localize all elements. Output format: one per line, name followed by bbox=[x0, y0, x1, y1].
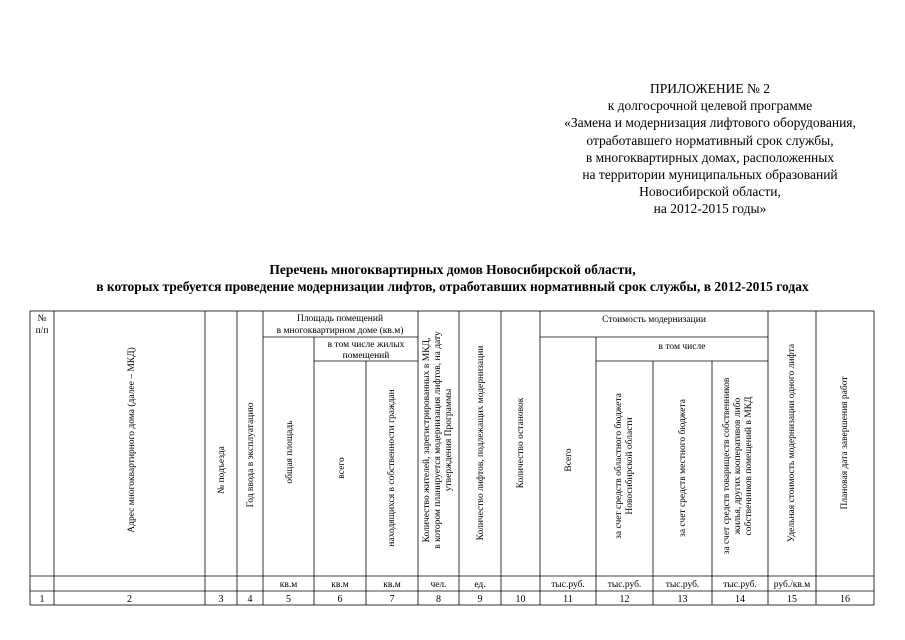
column-number: 11 bbox=[563, 594, 573, 605]
local-budget-header: за счет средств местного бюджета bbox=[678, 399, 688, 537]
unit-cell: ед. bbox=[474, 580, 486, 590]
residents-header: в котором планируется модернизация лифтов, на дату bbox=[433, 331, 443, 549]
area-group-label: в многоквартирном доме (кв.м) bbox=[276, 326, 404, 336]
column-number: 8 bbox=[436, 594, 441, 605]
column-number: 1 bbox=[39, 594, 45, 605]
unit-cell: чел. bbox=[430, 580, 447, 590]
residents-header: Количество жителей, зарегистрированных в МКД, bbox=[422, 337, 432, 543]
living-private-header: находящихся в собственности граждан bbox=[387, 389, 397, 547]
appendix-line: отработавшего нормативный срок службы, bbox=[586, 132, 834, 148]
planned-date-header: Плановая дата завершения работ bbox=[840, 376, 850, 510]
column-number: 16 bbox=[840, 594, 850, 605]
unit-cell: тыс.руб. bbox=[551, 580, 585, 590]
col-no-label: № bbox=[37, 314, 47, 324]
lifts-header: Количество лифтов, подлежащих модернизации bbox=[476, 345, 486, 541]
unit-cell: кв.м bbox=[331, 580, 349, 590]
column-number: 14 bbox=[735, 594, 745, 605]
appendix-line: к долгосрочной целевой программе bbox=[607, 98, 813, 114]
column-numbers-row bbox=[40, 594, 851, 605]
regional-budget-header: за счет средств областного бюджета bbox=[614, 393, 624, 539]
unit-cell: тыс.руб. bbox=[723, 580, 757, 590]
unit-cell: кв.м bbox=[383, 580, 401, 590]
column-number: 15 bbox=[787, 594, 797, 605]
column-number: 9 bbox=[477, 594, 483, 605]
total-area-header: общая площадь bbox=[285, 420, 295, 484]
appendix-line: «Замена и модернизация лифтового оборудования, bbox=[564, 115, 856, 131]
column-number: 12 bbox=[619, 594, 630, 605]
living-all-header: всего bbox=[337, 457, 347, 479]
address-header: Адрес многоквартирного дома (далее – МКД) bbox=[127, 347, 137, 533]
appendix-line: на 2012-2015 годы» bbox=[653, 201, 767, 217]
entrance-header: № подъезда bbox=[217, 446, 227, 494]
column-number: 4 bbox=[247, 594, 253, 605]
unit-cell: кв.м bbox=[279, 580, 298, 590]
unit-cost-header: Удельная стоимость модернизации одного лифта bbox=[787, 343, 797, 543]
cost-group-label: Стоимость модернизации bbox=[602, 315, 706, 325]
appendix-line: Новосибирской области, bbox=[639, 184, 781, 200]
owners-funds-header: за счет средств товариществ собственников bbox=[722, 377, 732, 555]
living-group-label: в том числе жилых bbox=[327, 340, 405, 350]
residents-header: утверждения Программы bbox=[444, 388, 454, 492]
unit-cell: руб./кв.м bbox=[773, 580, 811, 590]
area-group-label: Площадь помещений bbox=[296, 314, 384, 324]
unit-cell: тыс.руб. bbox=[665, 580, 700, 590]
living-group-label: помещений bbox=[342, 351, 390, 361]
title-line-1: Перечень многоквартирных домов Новосибирской области, bbox=[269, 262, 636, 277]
column-number: 3 bbox=[218, 594, 224, 605]
stops-header: Количество остановок bbox=[516, 397, 526, 489]
column-number: 7 bbox=[389, 594, 395, 605]
unit-cell: тыс.руб. bbox=[607, 580, 642, 590]
cost-including-label: в том числе bbox=[658, 342, 706, 352]
units-row bbox=[280, 579, 811, 590]
regional-budget-header: Новосибирской области bbox=[625, 417, 635, 515]
appendix-line: на территории муниципальных образований bbox=[582, 167, 838, 183]
appendix-line: в многоквартирных домах, расположенных bbox=[585, 149, 835, 165]
appendix-line: ПРИЛОЖЕНИЕ № 2 bbox=[649, 81, 771, 96]
year-header: Год ввода в эксплуатацию bbox=[246, 402, 256, 508]
column-number: 13 bbox=[677, 594, 688, 605]
column-number: 6 bbox=[337, 594, 343, 605]
owners-funds-header: жилья, других кооперативов либо bbox=[733, 397, 743, 535]
column-number: 2 bbox=[127, 594, 132, 605]
title-line-2: в которых требуется проведение модернизации лифтов, отработавших нормативный срок службы, в 2012-2015 годах bbox=[96, 279, 809, 294]
column-number: 10 bbox=[515, 594, 526, 605]
col-no-label: п/п bbox=[35, 326, 49, 336]
column-number: 5 bbox=[286, 594, 291, 605]
owners-funds-header: собственников помещений в МКД bbox=[744, 396, 754, 536]
cost-total-header: Всего bbox=[564, 448, 574, 472]
